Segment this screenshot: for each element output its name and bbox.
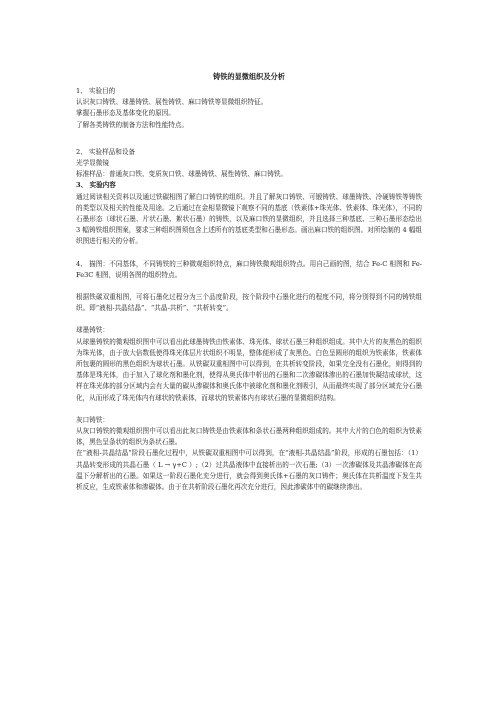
section-2-heading: 2、 实验样品和设备 (76, 147, 136, 156)
equipment-line: 光学显微镜 (76, 159, 109, 168)
section-4-paragraph: 4、 描图：不同基体，不同铸铁的三种微观组织特点，麻口铸铁微观组织特点。用自己画的图，结合 Fe-C 相图和 Fe-Fe3C 相图，说明各图的组织特点。 (76, 259, 422, 279)
ductile-iron-heading: 球墨铸铁： (76, 326, 109, 335)
graphitization-paragraph: 根据铁碳双重相图，可将石墨化过程分为三个品度阶段，按个阶段中石墨化进行的程度不同，将分别得到不同的铸铁组织。即“液相-共晶结晶”、“共晶-共析”、“共析转变”。 (76, 293, 422, 313)
gray-iron-paragraph-2: 在“液相-共晶结晶”阶段石墨化过程中，从铁碳双重相图中可以得到，在“液相-共晶结晶”阶段，形成的石墨包括：（1）共晶转变形成的共晶石墨（ L → γ+C ）;（2）过共晶液体中直接析出的一次石墨;（3）一次渗碳体及共晶渗碳体在高温下分解析出的石墨。如果这一阶段石墨化充分进行，就会得到奥氏体+石墨的灰口铸件；奥氏体在共析温度下发生共析反应，生成铁素体和渗碳体。由于在共析阶段石墨化再次充分进行，因此渗碳体中的碳继续渗出。 (76, 449, 422, 492)
gray-iron-paragraph-1: 从灰口铸铁的微观组织图中可以看出此灰口铸铁是由铁素体和条状石墨两种组织组成的。其中大片的白色的组织为铁素体，黑色呈条状的组织为条状石墨。 (76, 427, 422, 447)
spacer (76, 131, 422, 142)
objective-line-3: 了解各类铸铁的制备方法和性能特点。 (76, 120, 189, 129)
spacer (76, 314, 422, 325)
spacer (76, 404, 422, 415)
spacer (76, 248, 422, 259)
section-1-heading: 1、 实验目的 (76, 87, 116, 95)
gray-iron-heading: 灰口铸铁： (76, 415, 109, 424)
document-body (76, 72, 422, 493)
spacer (76, 281, 422, 292)
section-3-paragraph: 通过阅读相关资料以及通过铁碳相图了解白口铸铁的组织。并且了解灰口铸铁、可锻铸铁、球墨铸铁、冷硬铸铁等铸铁的类型以及相关的性能及用途。之后通过在金相显微镜下观察不同的基底（铁素体+珠光体、铁素体、珠光体），不同的石墨形态（球状石墨、片状石墨、絮状石墨）的铸铁，以及麻口铁的显微组织，并且选择三种基底、三种石墨形态绘出 3 幅铸铁组织图案，要求三种组织图须包含上述所有的基底类型和石墨形态。画出麻口铁的组织图。对所绘制的 4 幅组织图进行相关的分析。 (76, 192, 422, 246)
ductile-iron-paragraph: 从球墨铸铁的微观组织图中可以看出此球墨铸铁由铁素体、珠光体、球状石墨三种组织组成。其中大片的灰黑色的组织为珠光体，由于放大倍数低使得珠光体层片状组织不明显，整体便形成了灰黑色。白色呈圆形的组织为铁素体，铁素体所包裹的圆形的黑色组织为球状石墨。从铁碳双重相图中可以得到，在共析转变阶段，如果完全没有石墨化，则得到的基体是珠光体，由于加入了球化剂和墨化剂，使得从奥氏体中析出的石墨和二次渗碳体渗出的石墨加快凝结成球状，这样在珠光体的部分区域内会有大量的碳从渗碳体和奥氏体中被球化剂和墨化剂吸引，从而最终实现了部分区域充分石墨化，从而形成了珠光体内有球状的铁素体，而球状的铁素体内有球状石墨的显微组织结构。 (76, 337, 422, 402)
section-3-heading: 3、 实验内容 (76, 181, 116, 190)
samples-line: 标准样品：普通灰口铁、变质灰口铁、球墨铸铁、展性铸铁、麻口铸铁。 (76, 170, 287, 179)
document-title: 铸铁的显微组织及分析 (213, 72, 285, 81)
objective-line-2: 掌握石墨形态及基体变化的原因。 (76, 109, 175, 118)
objective-line-1: 认识灰口铸铁、球墨铸铁、展性铸铁、麻口铸铁等显微组织特征。 (76, 98, 268, 107)
